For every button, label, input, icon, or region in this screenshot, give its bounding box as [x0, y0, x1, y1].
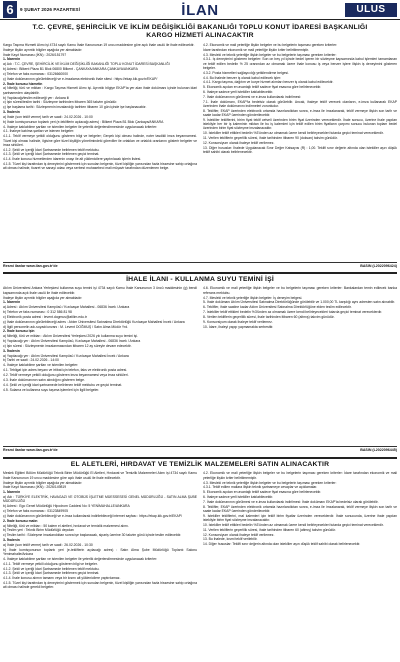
notice-paragraph: 8- Verilen tekliflerin geçerlilik süresi, ihale tarihinden itibaren 60 (altmış) takvim günüdür. [203, 314, 335, 319]
notice-paragraph: 4.3.2. Posta hizmetleri sağlayıcılığı yetkilendirme belgesi. [203, 70, 289, 75]
footer-source: Resmi ilanlar www.ilan.gov.tr'de [3, 448, 58, 452]
notice-paragraph: 4.1.3. Şekli ve içeriği İdari Şartnamede belirlenen geçici teminat. [3, 571, 100, 576]
notice-paragraph: 4.3. Mesleki ve teknik yeterliğe ilişkin belgeler ve bu belgelerin taşıması gereken kriterler: [203, 480, 337, 485]
notice-paragraph: b) Adresi : Bilkent Plaza B1 Blok 06800 Bilkent - ÇANKAYA/ANKARA ÇANKAYA/ANKARA [3, 67, 138, 72]
notice-paragraph: b) Adresi : Ego Genel Müdürlüğü Hipodrom Caddesi No: 5 YENİMAHALLE/ANKARA [3, 504, 130, 509]
notice-paragraph: 4.3.1. Teklif edilen mallara ilişkin teknik şartnameye cevaplar ve açıklamalar. [203, 485, 318, 490]
notice-paragraph: 10. İstekliler teklif ettikleri bedelin %3'ünden az olmamak üzere kendi belirleyecekleri tutarda geçici teminat vereceklerdir. [203, 131, 384, 136]
notice-paragraph: a) Adı : T.C. ÇEVRE, ŞEHİRCİLİK VE İKLİM DEĞİŞİKLİĞİ BAKANLIĞI TOPLU KONUT İDARESİ BAŞKANLIĞI [3, 62, 170, 67]
notice-paragraph: 6- Teklifler, ihale saatine kadar Atılım Üniversitesi Satınalma Direktörlüğüne elden teslim edilecektir. [203, 305, 352, 310]
notice-paragraph: ç) İhale dokümanının görülebileceği ve e-imzalama elektronik ihale sitesi : https://ekap.kik.gov.tr/EKAP/ [3, 76, 158, 81]
notice-paragraph: c) İşin süresi/teslim tarihi : Sözleşme tarihinden itibaren 365 takvim günüdür. [3, 100, 118, 105]
notice-paragraph: İhale Kayıt Numarası (İKN) : 2026/149819 [3, 485, 67, 490]
notice-title-line: İHALE İLANI - KULLANMA SUYU TEMİNİ İŞİ [126, 276, 274, 283]
notice-paragraph: 11. Verilen tekliflerin geçerlilik süresi, ihale tarihinden itibaren 90 (doksan) takvim günüdür. [203, 136, 338, 141]
notice-paragraph: 12. Konsorsiyum olarak ihaleye teklif verilemez. [203, 532, 275, 537]
footer-code: BASIN (L2022096424) [360, 264, 397, 268]
notice-paragraph: 7- İstekliler teklif ettikleri bedelin %3'ünden az olmamak üzere kendi belirleyecekleri tutarda geçici teminat vereceklerdir. [203, 310, 383, 315]
section-divider [3, 457, 397, 459]
notice-title-line: T.C. ÇEVRE, ŞEHİRCİLİK VE İKLİM DEĞİŞİKLİĞİ BAKANLIĞI TOPLU KONUT İDARESİ BAŞKANLIĞI [32, 24, 368, 31]
notice-paragraph: c) İşin süresi : Sözleşmenin imzalanmasından itibaren 12 ay süreyle devam edecektir. [3, 343, 132, 348]
notice-paragraph: Atılım Üniversitesi Ankara Yerleşkesi kullanma suyu temini işi 4734 sayılı Kamu İhale Kanununun 3 üncü maddesinin (g) bendi kapsamında açık ihale usulü ile ihale edilecektir. [3, 286, 197, 295]
notice-paragraph: b) Yapılacağı yer : Atılım Üniversitesi Kampüsü, Kızılcaşar Mahallesi - 06836 İncek / Ankara [3, 339, 141, 344]
notice-paragraph: İhale Kayıt Numarası (İKN) : 2026/151797 [3, 52, 67, 57]
notice-paragraph: ç) İhale dokümanının görülebileceği ve e-imza kullanılarak indirilebileceği internet sayfası : https://ekap.kik.gov.tr/EKAP/ [3, 513, 182, 518]
notice-title [3, 24, 397, 41]
notice-title-line: KARGO HİZMETİ ALINACAKTIR [146, 32, 254, 40]
notice-paragraph: 1- İdarenin [3, 300, 21, 305]
notice-paragraph: b) İhale komisyonunun toplantı yeri (e-tekliflerin açılacağı adres) : Bilkent Plaza B1 Blok Çankaya/ANKARA [3, 119, 164, 124]
notice-paragraph: 3- İhalenin [3, 348, 20, 353]
notice-paragraph: c) Teslim tarihi : Sözleşme imzalandıktan sonra işe başlanacak, sipariş üzerine 30 takvim günü içinde teslim edilecektir. [3, 533, 182, 538]
notice-paragraph: 13. Bu ihalede, kısmi teklif verilebilir. [203, 537, 258, 542]
notice-el-aletleri [3, 461, 397, 660]
notice-paragraph: 11. Verilen tekliflerin geçerlilik süresi, ihale tarihinden itibaren 60 (altmış) takvim günüdür. [203, 527, 336, 532]
notice-paragraph: 6. İhaleye sadece yerli istekliler katılabilecektir. [203, 90, 274, 95]
notice-paragraph: a) Adı : TÜRKİYE ELEKTRİK, HAVAGAZI VE OTOBÜS İŞLETME MÜESSESESİ GENEL MÜDÜRLÜĞÜ - SATIN ALMA ŞUBE MÜDÜRLÜĞÜ [3, 495, 197, 504]
notice-paragraph: a) Niteliği, türü ve miktarı : Atılım Üniversitesi Yerleşkesi 2026 yılı kullanma suyu temini işi. [3, 334, 138, 339]
notice-paragraph: 10- İdare, ihaleyi yapıp yapmamakta serbesttir. [203, 324, 274, 329]
notice-paragraph: 4.4. Bu ihalede benzer iş olarak kabul edilecek işler: [203, 75, 282, 80]
notice-paragraph: 4.1.3. Şekli ve içeriği İdari Şartnamede belirlenen geçici teminat. [3, 152, 100, 157]
notice-paragraph: 3- İhalenin [3, 538, 20, 543]
notice-paragraph: 3- İhalenin [3, 110, 20, 115]
notice-title [3, 276, 397, 284]
issue-date: 9 ŞUBAT 2026 PAZARTESİ [20, 7, 80, 12]
notice-paragraph: 4.5. Sulama ve kullanma suyu taşıma işlemleri için ilgili belgeler. [3, 387, 100, 392]
notice-paragraph: 4.3. İhale dokümanının satın alındığını gösteren belge. [3, 377, 85, 382]
notice-column-left [3, 471, 197, 590]
notice-paragraph: b) İhale komisyonunun toplantı yeri (e-tekliflerin açılacağı adres) : Satın Alma Şube Müdürlüğü Toplantı Salonu Yenimahalle/Ankara [3, 547, 197, 556]
notice-paragraph: 4.2. Ekonomik ve mali yeterliğe ilişkin belgeler ve bu belgelerin taşıması gereken kriterler: [203, 42, 338, 47]
notice-kargo-hizmeti [3, 24, 397, 269]
notice-paragraph: 10. İstekliler teklif ettikleri bedelin %3'ünden az olmamak üzere kendi belirleyecekleri tutarda geçici teminat vereceklerdir. [203, 522, 384, 527]
notice-paragraph: 4.6. Ekonomik ve mali yeterliğe ilişkin belgeler ve bu belgelerin taşıması gereken kriterler: Bankalardan temin edilecek banka referans mektubu. [203, 286, 397, 295]
notice-paragraph: b) Yapılacağı/teslim edileceği yer : Ankara ili [3, 95, 70, 100]
notice-paragraph: 4.1.2. Şekli ve içeriği İdari Şartnamede belirlenen teklif mektubu. [3, 566, 100, 571]
notice-paragraph: 9- Konsorsiyum olarak ihaleye teklif verilemez. [203, 319, 273, 324]
notice-paragraph: 4.4. Şekli ve içeriği idari şartnamede belirlenen teklif mektubu ve geçici teminat. [3, 382, 123, 387]
notice-paragraph: 9. İstekliler tekliflerini, birim fiyat teklif cetveli üzerinden birim fiyat üzerinden vereceklerdir. İhale sonucu, üzerine ihale yapılan istekliyle her bir iş kaleminin miktarı ile bu iş kalemleri için teklif edilen birim fiyatların çarpımı sonucu bulunan toplam bedel üzerinden birim fiyat sözleşme imzalanacaktır. [203, 117, 397, 131]
notice-paragraph: 13. Diğer hususlar: İhalede Uygulanacak Sınır Değer Katsayısı (R) : 1,00. Teklifi sınır değerin altında olan istekliler aşırı düşük teklif sahibi olarak belirlenecektir. [203, 145, 397, 155]
notice-paragraph: 4.2. Ekonomik ve mali yeterliğe ilişkin belgeler ve bu belgelerin taşıması gereken kriterler: İdare tarafından ekonomik ve mali yeterliğe ilişkin kriter belirtilmemiştir. [203, 471, 397, 480]
notice-paragraph: 2- İhale konusu hizmetin [3, 81, 43, 86]
notice-paragraph: 4.3.1. İş deneyimini gösteren belgeler: Son on beş yıl içinde bedel içeren bir sözleşme kapsamında kabul işlemleri tamamlanan ve teklif edilen bedelin % 25 oranından az olmamak üzere ihale konusu iş veya benzer işlere ilişkin iş deneyimini gösteren belgeler. [203, 57, 397, 70]
notice-paragraph: a) Niteliği, türü ve miktarı : Kargo Taşıma Hizmeti Alımı işi. Ayrıntılı bilgiye EKAP'ta yer alan ihale dokümanı içinde bulunan idari şartnameden ulaşılabilir. [3, 86, 197, 95]
notice-paragraph: 8. Teklifler, EKAP üzerinden elektronik ortamda hazırlandıktan sonra, e-imza ile imzalanarak, teklif vermeye ilişkin son tarih ve saate kadar EKAP üzerinden gönderilecektir. [203, 108, 397, 118]
notice-paragraph: Meslek Eğitimi Bölüm Müdürlüğü Teknik Birim Müdürlüğü El Aletleri, Hırdavat ve Temizlik Malzemeleri Alımı işi 4734 sayılı Kamu İhale Kanununun 19 uncu maddesine göre açık ihale usulü ile ihale edilecektir. [3, 471, 197, 480]
notice-body [3, 43, 397, 257]
notice-paragraph: a) İhale (son teklif verme) tarih ve saati : 26.02.2026 - 10:30 [3, 542, 93, 547]
notice-paragraph: 5- İhale dokümanı Atılım Üniversitesi Satınalma Direktörlüğünde görülebilir ve 1.000,00 TL karşılığı aynı adresten satın alınabilir. [203, 300, 396, 305]
notice-paragraph: 8. Teklifler, EKAP üzerinden elektronik ortamda hazırlandıktan sonra, e-imza ile imzalanarak, teklif vermeye ilişkin son tarih ve saate kadar EKAP üzerinden gönderilecektir. [203, 504, 397, 513]
notice-paragraph: 4.1. Tebligat için adres beyanı ve irtibat için telefon, faks ve elektronik posta adresi. [3, 368, 128, 373]
notice-paragraph: 7. İhale dokümanının görülmesi ve e-imza kullanılarak indirilmesi: İhale dokümanı EKAP'ta bedelsiz olarak görülebilir. [203, 499, 379, 504]
notice-paragraph: 4.1.1. Teklif vermeye yetkili olduğunu gösteren bilgi ve belgeler. [3, 561, 98, 566]
notice-paragraph: a) Yapılacağı yer : Atılım Üniversitesi Kampüsü / Kızılcaşar Mahallesi İncek / Ankara [3, 353, 129, 358]
newspaper-logo: ULUS [345, 3, 397, 17]
notice-paragraph: 4.7. Mesleki ve teknik yeterliğe ilişkin belgeler: İş deneyim belgesi. [203, 295, 303, 300]
notice-paragraph: 5. Ekonomik açıdan en avantajlı teklif sadece fiyat esasına göre belirlenecektir. [203, 490, 322, 495]
notice-paragraph: c) Telefon ve faks numarası : 03123849905 [3, 508, 68, 513]
notice-paragraph: 6. İhaleye sadece yerli istekliler katılabilecektir. [203, 495, 274, 500]
notice-paragraph: b) Teslim yeri : Teknik Birim Müdürlüğü depoları [3, 528, 75, 533]
notice-paragraph: 4.3. Mesleki ve teknik yeterliğe ilişkin belgeler ve bu belgelerin taşıması gereken kriterler: [203, 52, 337, 57]
notice-paragraph: 2- İhale konusu işin [3, 329, 35, 334]
notice-paragraph: 4- İhaleye katılabilme şartları ve istenilen belgeler ile yeterlik değerlendirmesinde uygulanacak kriterler: [3, 556, 158, 561]
notice-paragraph: 5. Ekonomik açıdan en avantajlı teklif sadece fiyat esasına göre belirlenecektir. [203, 85, 322, 90]
section-title: İLAN [181, 2, 219, 19]
notice-title-line: EL ALETLERİ, HIRDAVAT VE TEMİZLİK MALZEMELERİ SATIN ALINACAKTIR [70, 461, 330, 468]
notice-paragraph: c) Elektronik posta adresi : levent.dogmus@atilim.edu.tr [3, 314, 87, 319]
notice-paragraph: d) İlgili personelin adı-soyadı/unvanı : M. Levent DOĞMUŞ / Satın Alma Müdür Yrd. [3, 324, 129, 329]
notice-paragraph: c) Telefon ve faks numarası : 03126660000 [3, 71, 68, 76]
notice-paragraph: 14. Diğer hususlar: Teklifi sınır değerin altında olan istekliler aşırı düşük teklif sahibi olarak belirlenecektir. [203, 542, 361, 547]
page-number: 6 [3, 1, 17, 18]
notice-title [3, 461, 397, 469]
notice-column-left [3, 286, 197, 392]
section-divider [3, 272, 397, 274]
notice-paragraph: 4- İhaleye katılabilme şartları ve istenilen belgeler: [3, 363, 79, 368]
notice-column-left [3, 43, 197, 171]
notice-paragraph: 4.1.2. Şekli ve içeriği İdari Şartnamede belirlenen teklif mektubu. [3, 147, 100, 152]
notice-paragraph: a) İhale (son teklif verme) tarih ve saati : 24.02.2026 - 10:00 [3, 114, 93, 119]
notice-paragraph: ç) İhale dokümanının görülebileceği adres : Atılım Üniversitesi Satınalma Direktörlüğü Kızılcaşar Mahallesi İncek / Ankara [3, 319, 185, 324]
notice-paragraph: a) Niteliği, türü ve miktarı : 50 kalem el aletleri, hırdavat ve temizlik malzemesi alımı. [3, 523, 129, 528]
notice-paragraph: 4- İhaleye katılabilme şartları ve istenilen belgeler ile yeterlik değerlendirmesinde uygulanacak kriterler: [3, 124, 158, 129]
notice-footer [3, 262, 397, 268]
notice-paragraph: b) Tarihi ve saati : 24.02.2026 - 14:00 [3, 358, 59, 363]
notice-paragraph: 7.1. İhale dokümanı, EKAP'ta bedelsiz olarak görülebilir. Ancak, ihaleye teklif verecek olanların, e-imza kullanarak EKAP üzerinden ihale dokümanını indirmeleri zorunludur. [203, 99, 397, 108]
notice-paragraph: 1- İdarenin [3, 57, 21, 62]
masthead [0, 0, 400, 20]
notice-paragraph: İhaleye ilişkin ayrıntılı bilgiler aşağıda yer almaktadır: [3, 480, 83, 485]
notice-paragraph: 4.1.5. Tüzel kişi tarafından iş deneyimini göstermek için sunulan belgenin, tüzel kişiliğin yarısından fazla hissesine sahip ortağına ait olması halinde, ticaret ve sanayi odası veya serbest muhasebeci mali müşavir tarafından düzenlenen belge. [3, 162, 197, 171]
notice-paragraph: 4.2. Teklif vermeye yetkili olduğunu gösteren imza beyannamesi veya imza sirküleri. [3, 373, 129, 377]
notice-paragraph: 12. Konsorsiyum olarak ihaleye teklif verilemez. [203, 140, 275, 145]
notice-paragraph: 4.1.4. İhale konusu alımın tamamı veya bir kısmı alt yüklenicilere yaptırılamaz. [3, 576, 121, 581]
notice-kullanma-suyu [3, 276, 397, 454]
footer-code: BASIN (L2022096445) [360, 448, 397, 452]
notice-paragraph: Kargo Taşıma Hizmeti Alımı işi 4734 sayılı Kamu İhale Kanununun 19 uncu maddesine göre açık ihale usulü ile ihale edilecektir. [3, 42, 195, 47]
notice-paragraph: 2- İhale konusu malın [3, 518, 38, 523]
notice-paragraph: ç) İşe başlama tarihi : Sözleşmenin imzalandığı tarihten itibaren 10 gün içinde işe başlanacaktır. [3, 105, 147, 110]
notice-footer [3, 446, 397, 452]
notice-paragraph: 4.1. İhaleye katılma şartları ve istenen belgeler: [3, 129, 75, 134]
notice-column-right [203, 471, 397, 547]
notice-paragraph: 4.1.5. Tüzel kişi tarafından iş deneyimini göstermek için sunulan belgenin, tüzel kişiliğin yarısından fazla hissesine sahip ortağına ait olması halinde gerekli belgeler. [3, 581, 197, 590]
footer-source: Resmi ilanlar www.ilan.gov.tr'de [3, 264, 58, 268]
notice-paragraph: 4.1.4. İhale konusu hizmetlerden idarenin onayı ile alt yüklenicilere yaptırılacak işlerin listesi. [3, 157, 142, 162]
notice-paragraph: İdare tarafından ekonomik ve mali yeterliğe ilişkin kriter belirtilmemiştir. [203, 47, 309, 52]
notice-paragraph: 4.1.1. Teklif vermeye yetkili olduğunu gösteren bilgi ve belgeler; Gerçek kişi olması halinde, noter tasdikli imza beyannamesi. Tüzel kişi olması halinde, ilgisine göre tüzel kişiliğin yönetimindeki görevliler ile ortakları ve ortaklık oranlarını gösterir belgeler ve imza sirküleri. [3, 134, 197, 147]
notice-paragraph: 1- İdarenin [3, 490, 21, 495]
notice-paragraph: İhaleye ilişkin ayrıntılı bilgiler aşağıda yer almaktadır: [3, 47, 83, 52]
notice-body [3, 471, 397, 659]
notice-paragraph: 9. İstekliler tekliflerini, mal kalemleri için teklif birim fiyatlar üzerinden vereceklerdir. İhale sonucunda, üzerine ihale yapılan istekliyle birim fiyat sözleşme imzalanacaktır. [203, 513, 397, 523]
notice-paragraph: 7. İhale dokümanının görülmesi ve e-imza kullanılarak indirilmesi: [203, 94, 301, 99]
notice-paragraph: b) Telefon ve faks numarası : 0 312 586 81 98 [3, 310, 72, 315]
notice-column-right [203, 286, 397, 329]
notice-paragraph: İhaleye ilişkin ayrıntılı bilgiler aşağıda yer almaktadır: [3, 295, 83, 300]
notice-paragraph: 4.4.1. Kargo taşıma, dağıtım ve kurye hizmet alımları benzer iş olarak kabul edilecektir. [203, 80, 334, 85]
notice-body [3, 286, 397, 444]
notice-paragraph: a) Adresi : Atılım Üniversitesi Kampüsü / Kızılcaşar Mahallesi - 06836 İncek / Ankara [3, 305, 130, 310]
notice-column-right [203, 43, 397, 155]
